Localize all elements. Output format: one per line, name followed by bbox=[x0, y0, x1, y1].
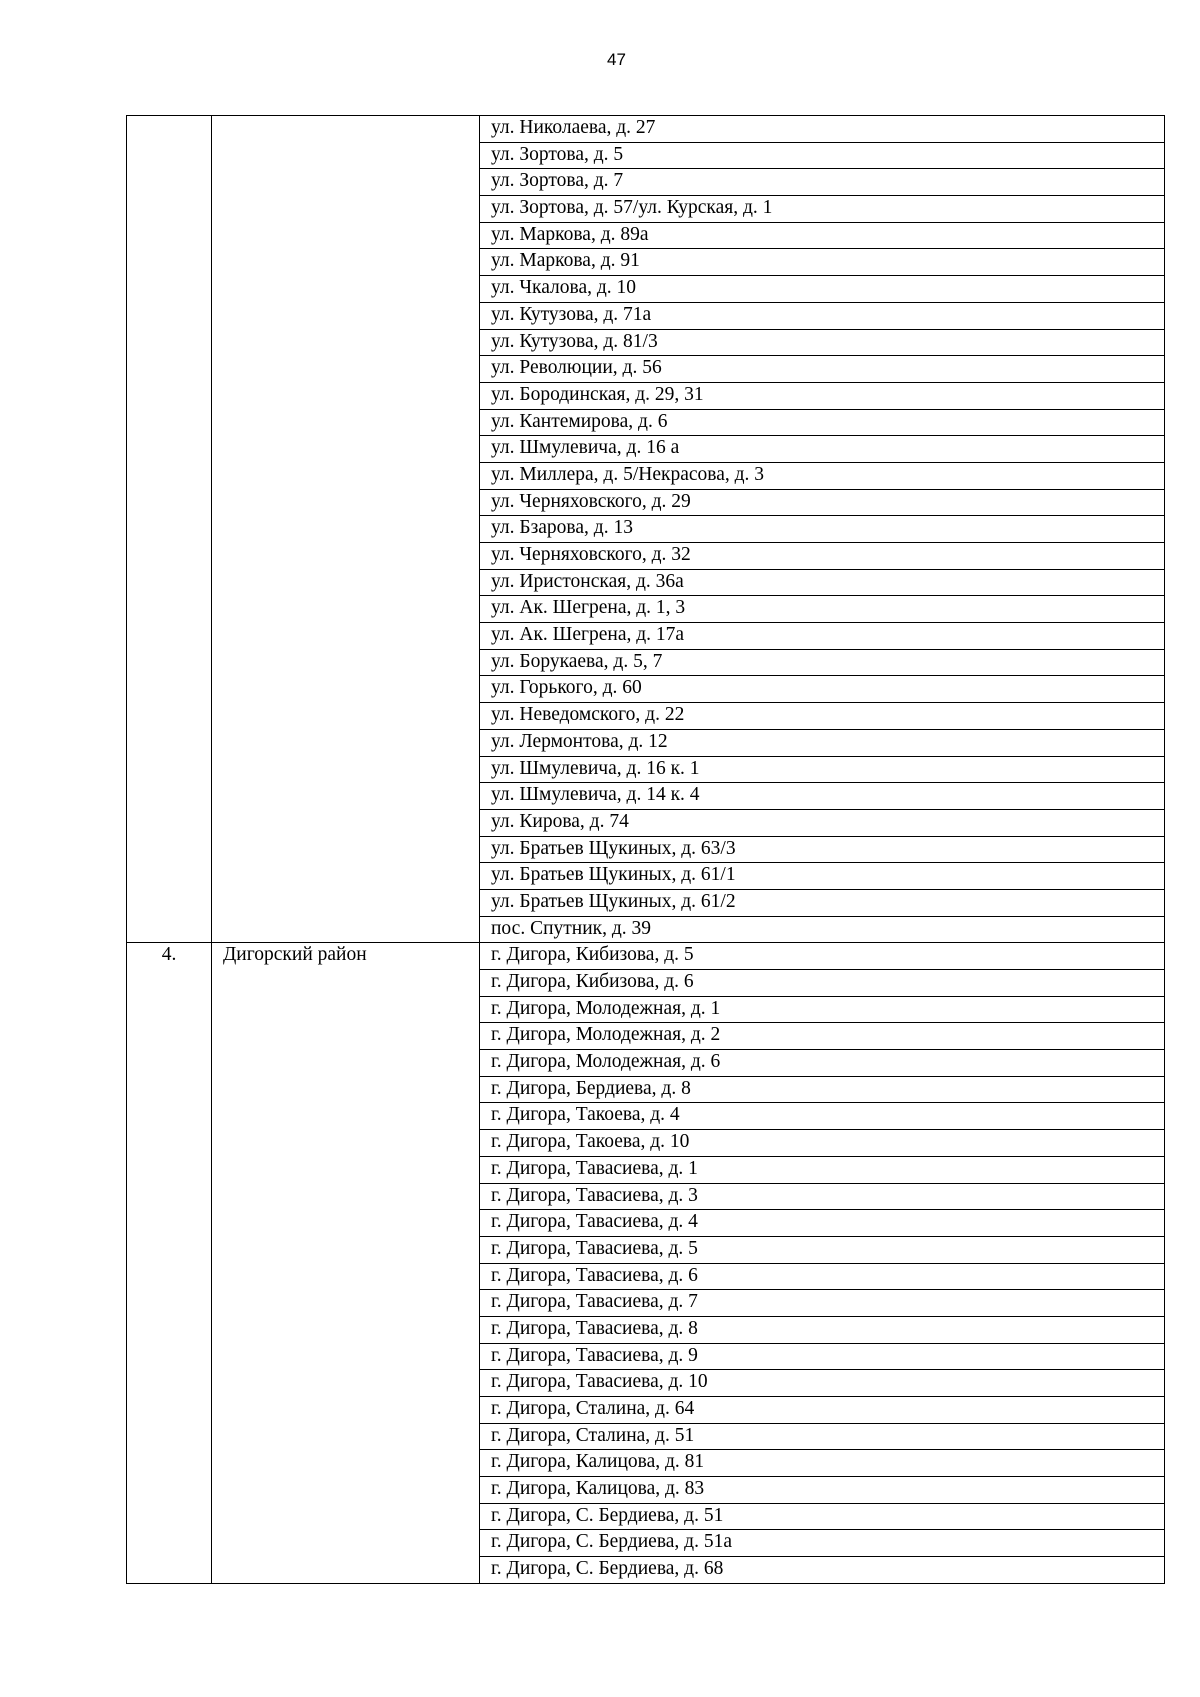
address-cell: ул. Маркова, д. 89а bbox=[480, 222, 1165, 249]
address-cell: ул. Братьев Щукиных, д. 63/3 bbox=[480, 836, 1165, 863]
address-cell: г. Дигора, Тавасиева, д. 7 bbox=[480, 1290, 1165, 1317]
address-cell: пос. Спутник, д. 39 bbox=[480, 916, 1165, 943]
address-cell: г. Дигора, Такоева, д. 10 bbox=[480, 1130, 1165, 1157]
address-table-body bbox=[127, 116, 1165, 1584]
address-cell: г. Дигора, Тавасиева, д. 5 bbox=[480, 1236, 1165, 1263]
address-cell: ул. Ак. Шегрена, д. 1, 3 bbox=[480, 596, 1165, 623]
address-cell: ул. Кантемирова, д. 6 bbox=[480, 409, 1165, 436]
address-cell: ул. Зортова, д. 5 bbox=[480, 142, 1165, 169]
address-cell: г. Дигора, Тавасиева, д. 10 bbox=[480, 1370, 1165, 1397]
address-cell: ул. Миллера, д. 5/Некрасова, д. 3 bbox=[480, 462, 1165, 489]
address-cell: г. Дигора, Сталина, д. 51 bbox=[480, 1423, 1165, 1450]
address-cell: ул. Чкалова, д. 10 bbox=[480, 276, 1165, 303]
address-cell: ул. Кутузова, д. 81/3 bbox=[480, 329, 1165, 356]
address-cell: г. Дигора, Тавасиева, д. 6 bbox=[480, 1263, 1165, 1290]
address-cell: г. Дигора, Молодежная, д. 1 bbox=[480, 996, 1165, 1023]
row-number-cell: 4. bbox=[127, 943, 212, 1584]
page-number: 47 bbox=[607, 50, 626, 69]
address-cell: г. Дигора, Молодежная, д. 2 bbox=[480, 1023, 1165, 1050]
address-cell: ул. Черняховского, д. 29 bbox=[480, 489, 1165, 516]
address-cell: г. Дигора, Тавасиева, д. 1 bbox=[480, 1156, 1165, 1183]
address-cell: ул. Братьев Щукиных, д. 61/2 bbox=[480, 889, 1165, 916]
address-cell: ул. Кирова, д. 74 bbox=[480, 809, 1165, 836]
address-cell: г. Дигора, Такоева, д. 4 bbox=[480, 1103, 1165, 1130]
address-cell: ул. Маркова, д. 91 bbox=[480, 249, 1165, 276]
address-cell: г. Дигора, С. Бердиева, д. 51 bbox=[480, 1503, 1165, 1530]
address-cell: ул. Николаева, д. 27 bbox=[480, 116, 1165, 143]
address-cell: г. Дигора, Бердиева, д. 8 bbox=[480, 1076, 1165, 1103]
district-cell: Дигорский район bbox=[212, 943, 480, 1584]
address-cell: г. Дигора, С. Бердиева, д. 51а bbox=[480, 1530, 1165, 1557]
address-cell: ул. Неведомского, д. 22 bbox=[480, 703, 1165, 730]
address-cell: ул. Зортова, д. 57/ул. Курская, д. 1 bbox=[480, 196, 1165, 223]
address-cell: ул. Шмулевича, д. 14 к. 4 bbox=[480, 783, 1165, 810]
address-cell: ул. Иристонская, д. 36а bbox=[480, 569, 1165, 596]
address-cell: г. Дигора, Тавасиева, д. 9 bbox=[480, 1343, 1165, 1370]
address-cell: ул. Борукаева, д. 5, 7 bbox=[480, 649, 1165, 676]
address-cell: г. Дигора, Молодежная, д. 6 bbox=[480, 1050, 1165, 1077]
address-cell: г. Дигора, С. Бердиева, д. 68 bbox=[480, 1557, 1165, 1584]
address-cell: ул. Бзарова, д. 13 bbox=[480, 516, 1165, 543]
address-cell: ул. Черняховского, д. 32 bbox=[480, 543, 1165, 570]
address-cell: ул. Лермонтова, д. 12 bbox=[480, 729, 1165, 756]
address-cell: ул. Шмулевича, д. 16 а bbox=[480, 436, 1165, 463]
address-cell: г. Дигора, Тавасиева, д. 8 bbox=[480, 1316, 1165, 1343]
address-cell: ул. Кутузова, д. 71а bbox=[480, 302, 1165, 329]
address-cell: ул. Горького, д. 60 bbox=[480, 676, 1165, 703]
address-cell: ул. Революции, д. 56 bbox=[480, 356, 1165, 383]
address-cell: ул. Зортова, д. 7 bbox=[480, 169, 1165, 196]
table-row bbox=[127, 116, 1165, 143]
address-cell: ул. Шмулевича, д. 16 к. 1 bbox=[480, 756, 1165, 783]
address-cell: ул. Братьев Щукиных, д. 61/1 bbox=[480, 863, 1165, 890]
table-row bbox=[127, 943, 1165, 970]
district-cell bbox=[212, 116, 480, 943]
address-cell: г. Дигора, Кибизова, д. 6 bbox=[480, 970, 1165, 997]
address-cell: ул. Бородинская, д. 29, 31 bbox=[480, 382, 1165, 409]
address-cell: г. Дигора, Сталина, д. 64 bbox=[480, 1397, 1165, 1424]
address-cell: г. Дигора, Калицова, д. 81 bbox=[480, 1450, 1165, 1477]
address-cell: г. Дигора, Калицова, д. 83 bbox=[480, 1477, 1165, 1504]
row-number-cell bbox=[127, 116, 212, 943]
address-cell: г. Дигора, Кибизова, д. 5 bbox=[480, 943, 1165, 970]
address-cell: ул. Ак. Шегрена, д. 17а bbox=[480, 623, 1165, 650]
address-cell: г. Дигора, Тавасиева, д. 4 bbox=[480, 1210, 1165, 1237]
address-table bbox=[126, 115, 1165, 1584]
address-cell: г. Дигора, Тавасиева, д. 3 bbox=[480, 1183, 1165, 1210]
